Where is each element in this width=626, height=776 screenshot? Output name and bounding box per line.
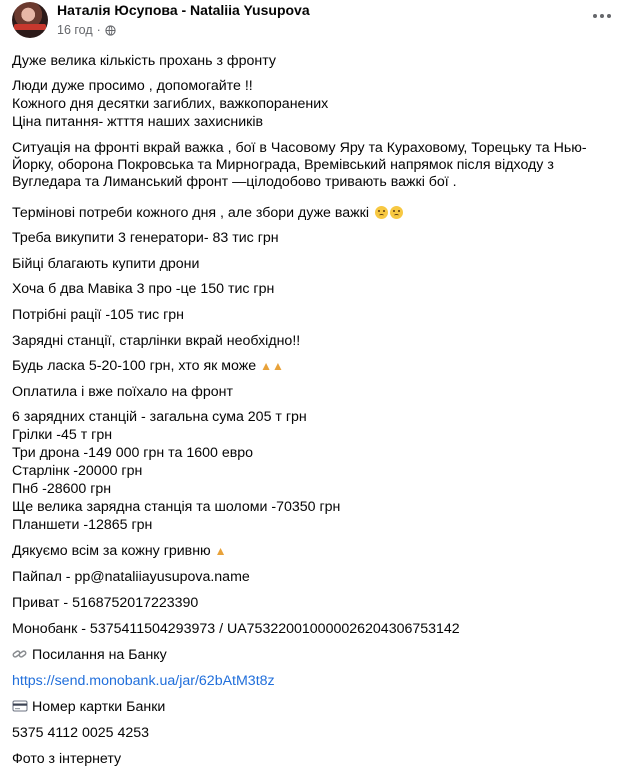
post-line: Три дрона -149 000 грн та 1600 евро xyxy=(12,445,254,461)
post-line: 6 зарядних станцій - загальна сума 205 т грн xyxy=(12,409,307,425)
post-line-with-emoji xyxy=(12,358,284,375)
post-line: Дуже велика кількість прохань з фронту xyxy=(12,53,276,69)
post-line: Старлінк -20000 грн xyxy=(12,463,143,479)
credit-card-icon xyxy=(12,700,28,712)
sad-face-emoji-icon xyxy=(375,206,388,219)
post-line: Потрібні рації -105 тис грн xyxy=(12,307,185,323)
post-line: Бійці благають купити дрони xyxy=(12,256,200,272)
more-options-button[interactable] xyxy=(590,6,614,26)
post-line: Грілки -45 т грн xyxy=(12,427,113,443)
praying-hands-emoji-icon: ▲▲ xyxy=(260,359,284,373)
post-line: Пнб -28600 грн xyxy=(12,481,112,497)
post-line: Зарядні станції, старлінки вкрай необхідно!! xyxy=(12,333,301,349)
post-line: Планшети -12865 грн xyxy=(12,517,153,533)
card-label-line xyxy=(12,699,165,716)
link-icon xyxy=(12,648,28,660)
post-meta: 16 год · xyxy=(57,23,116,37)
post-line: Номер картки Банки xyxy=(32,699,166,715)
post-time[interactable]: 16 год xyxy=(57,23,93,37)
post-line: Ціна питання- жтття наших захисників xyxy=(12,114,264,130)
post-line-with-emoji xyxy=(12,543,227,560)
post-line: Оплатила і вже поїхало на фронт xyxy=(12,384,233,400)
praying-hands-emoji-icon: ▲ xyxy=(214,544,227,558)
post-line: Ще велика зарядна станція та шоломи -70350 грн xyxy=(12,499,341,515)
post-line: Люди дуже просимо , допомогайте !! xyxy=(12,78,253,94)
post-line: Термінові потреби кожного дня , але збори дуже важкі xyxy=(12,205,370,221)
more-icon xyxy=(593,14,597,18)
post-line: 5375 4112 0025 4253 xyxy=(12,725,150,741)
avatar[interactable] xyxy=(12,2,48,38)
post-line: Треба викупити 3 генератори- 83 тис грн xyxy=(12,230,279,246)
bank-link-label-line xyxy=(12,647,167,664)
globe-icon xyxy=(105,25,116,36)
post-line: Хоча б два Мавіка 3 про -це 150 тис грн xyxy=(12,281,275,297)
post-header xyxy=(12,0,626,44)
post-line: Фото з інтернету xyxy=(12,751,122,767)
post-line: Посилання на Банку xyxy=(32,647,167,663)
author-name[interactable]: Наталія Юсупова - Nataliia Yusupova xyxy=(57,2,310,18)
post-line: Ситуація на фронті вкрай важка , бої в Часовому Яру та Кураховому, Торецьку та Нью-Йорку, оборона Покровська та Мирнограда, Времівський напрямок після відходу з Вугледара та Лиманський фронт —цілодобово тривають важкі бої . xyxy=(12,140,587,190)
post-line: Монобанк - 5375411504293973 / UA753220010000026204306753142 xyxy=(12,621,460,637)
post-line: Дякуємо всім за кожну гривню xyxy=(12,543,211,559)
monobank-jar-link[interactable]: https://send.monobank.ua/jar/62bAtM3t8z xyxy=(12,673,275,689)
sad-face-emoji-icon xyxy=(390,206,403,219)
post-line: Пайпал - pp@nataliiayusupova.name xyxy=(12,569,250,585)
post-line: Будь ласка 5-20-100 грн, хто як може xyxy=(12,358,257,374)
bank-link-line xyxy=(12,673,275,690)
post-line-with-emoji xyxy=(12,205,403,222)
post-line: Приват - 5168752017223390 xyxy=(12,595,199,611)
post-line: Кожного дня десятки загиблих, важкопоранених xyxy=(12,96,329,112)
